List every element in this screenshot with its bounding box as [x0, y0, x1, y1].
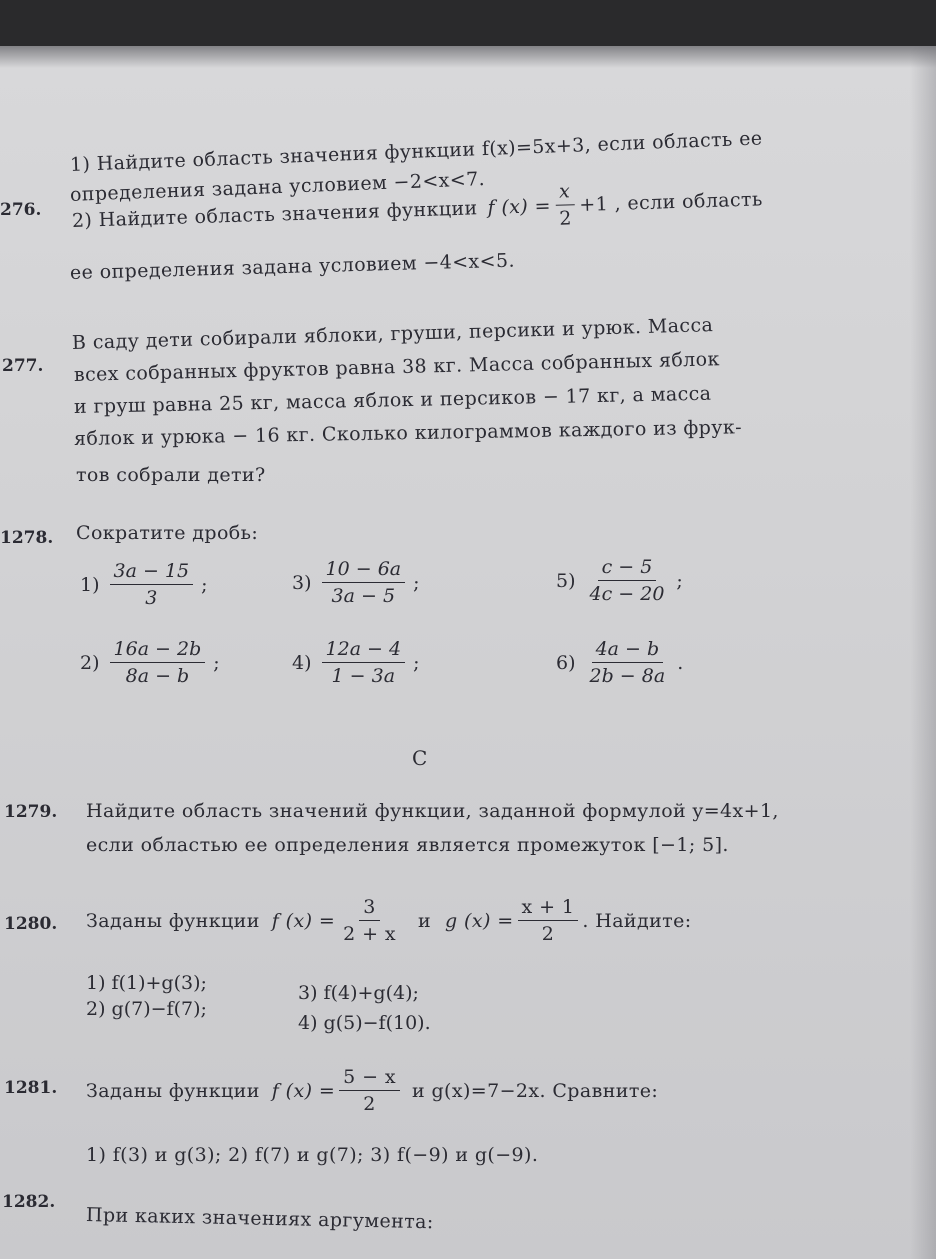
fraction-numerator: x + 1	[518, 896, 579, 921]
fraction	[110, 560, 194, 609]
page-top-shadow	[0, 46, 936, 68]
fraction-item-4	[292, 638, 420, 687]
fraction-denominator: 2	[558, 207, 573, 230]
item-label: 1)	[80, 573, 100, 596]
fraction-denominator: 2b − 8a	[589, 665, 666, 687]
problem-line: 1) f(3) и g(3); 2) f(7) и g(7); 3) f(−9) и g(−9).	[86, 1144, 539, 1166]
problem-line: В саду дети собирали яблоки, груши, персики и урюк. Масса	[71, 314, 714, 354]
page-right-edge	[910, 46, 936, 1259]
function-label: f (x) =	[271, 909, 336, 932]
fraction-numerator: c − 5	[598, 556, 657, 581]
problem-line	[86, 1066, 658, 1115]
fraction	[518, 896, 579, 945]
text: 2) Найдите область значения функции	[71, 196, 478, 232]
function-label: g (x) =	[445, 909, 514, 932]
problem-number: 1280.	[4, 914, 58, 934]
fraction-item-1	[80, 560, 208, 609]
fraction	[586, 556, 669, 605]
problem-line: тов собрали дети?	[76, 464, 266, 486]
problem-number: 1282.	[2, 1192, 56, 1212]
fraction-item-5	[556, 556, 683, 605]
problem-line: и груш равна 25 кг, масса яблок и персиков − 17 кг, а масса	[73, 382, 712, 418]
item-punct: ;	[201, 573, 208, 596]
fraction-numerator: x	[555, 180, 575, 206]
fraction-numerator: 16a − 2b	[110, 638, 206, 663]
item-punct: ;	[413, 571, 420, 594]
fraction	[110, 638, 206, 687]
textbook-page	[0, 46, 936, 1259]
fraction-denominator: 2 + x	[343, 923, 396, 945]
fraction-denominator: 2	[541, 923, 555, 945]
problem-number: 276.	[0, 200, 42, 220]
fraction	[586, 638, 670, 687]
sub-item: 1) f(1)+g(3);	[86, 972, 207, 994]
fraction-item-6	[556, 638, 683, 687]
fraction-numerator: 3a − 15	[110, 560, 194, 585]
problem-line: Найдите область значений функции, заданной формулой y=4x+1,	[86, 800, 779, 822]
item-punct: ;	[676, 569, 683, 592]
sub-item: 2) g(7)−f(7);	[86, 998, 207, 1020]
item-label: 5)	[556, 569, 576, 592]
problem-number: 1279.	[4, 802, 58, 822]
problem-line: 1) Найдите область значения функции f(x)=5x+3, если область ее	[69, 127, 763, 176]
item-punct: .	[677, 651, 684, 674]
problem-line: При каких значениях аргумента:	[85, 1204, 434, 1234]
fraction	[554, 180, 576, 230]
item-label: 2)	[80, 651, 100, 674]
problem-line	[86, 896, 692, 945]
function-label: f (x) =	[271, 1079, 336, 1102]
text: Заданы функции	[86, 1079, 260, 1102]
fraction-item-3	[292, 558, 420, 607]
function-label: f (x) =	[487, 194, 552, 219]
fraction-numerator: 10 − 6a	[322, 558, 406, 583]
fraction-numerator: 12a − 4	[322, 638, 406, 663]
fraction-denominator: 3	[145, 587, 158, 609]
fraction-item-2	[80, 638, 220, 687]
sub-item: 4) g(5)−f(10).	[298, 1012, 431, 1034]
problem-line: если областью ее определения является промежуток [−1; 5].	[86, 834, 729, 856]
sub-item: 3) f(4)+g(4);	[298, 982, 419, 1004]
problem-number: 277.	[2, 356, 44, 376]
text: +1 , если область	[578, 187, 763, 216]
fraction	[339, 896, 400, 945]
item-label: 6)	[556, 651, 576, 674]
item-punct: ;	[413, 651, 420, 674]
text: . Найдите:	[582, 909, 692, 932]
problem-number: 1278.	[0, 528, 54, 548]
item-label: 3)	[292, 571, 312, 594]
item-label: 4)	[292, 651, 312, 674]
fraction-denominator: 2	[363, 1093, 376, 1115]
fraction-denominator: 1 − 3a	[331, 665, 396, 687]
fraction-denominator: 8a − b	[125, 665, 190, 687]
fraction-numerator: 3	[359, 896, 380, 921]
text: и	[417, 909, 432, 932]
problem-line: яблок и урюка − 16 кг. Сколько килограммов каждого из фрук-	[73, 416, 743, 450]
section-heading: C	[412, 746, 428, 770]
problem-line: всех собранных фруктов равна 38 кг. Масса собранных яблок	[73, 348, 720, 386]
problem-line: определения задана условием −2<x<7.	[69, 168, 486, 206]
problem-line: ее определения задана условием −4<x<5.	[69, 249, 516, 284]
fraction	[322, 558, 406, 607]
fraction	[339, 1066, 400, 1115]
fraction-denominator: 4c − 20	[589, 583, 665, 605]
fraction-denominator: 3a − 5	[331, 585, 396, 607]
problem-number: 1281.	[4, 1078, 58, 1098]
fraction-numerator: 5 − x	[339, 1066, 400, 1091]
fraction	[322, 638, 406, 687]
text: и g(x)=7−2x. Сравните:	[411, 1079, 659, 1102]
text: Заданы функции	[86, 909, 260, 932]
item-punct: ;	[213, 651, 220, 674]
fraction-numerator: 4a − b	[592, 638, 664, 663]
problem-title: Сократите дробь:	[76, 522, 259, 544]
